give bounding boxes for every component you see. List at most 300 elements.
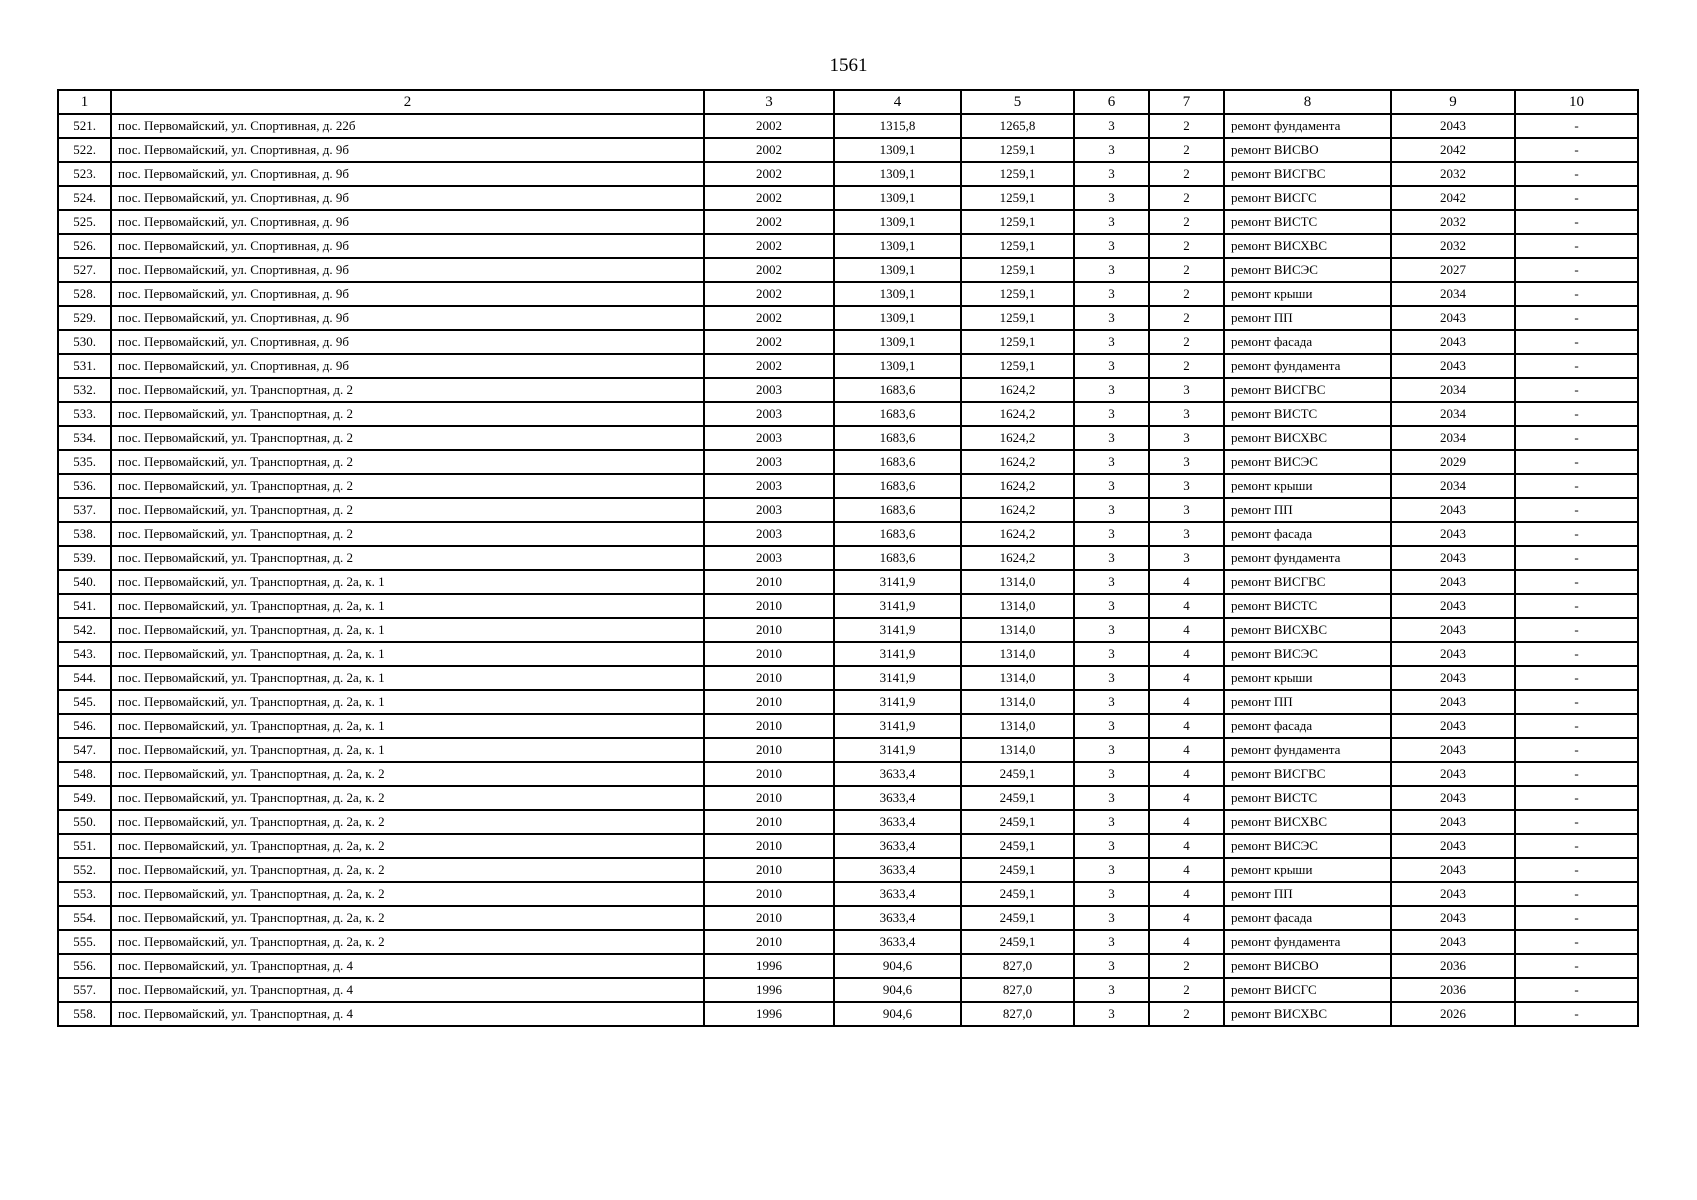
year-built-cell: 2010 — [704, 930, 834, 954]
address-cell: пос. Первомайский, ул. Спортивная, д. 9б — [111, 330, 704, 354]
total-area-cell: 3633,4 — [834, 834, 961, 858]
total-area-cell: 904,6 — [834, 954, 961, 978]
floors-cell: 3 — [1074, 474, 1149, 498]
table-row — [58, 450, 1638, 474]
address-cell: пос. Первомайский, ул. Спортивная, д. 9б — [111, 210, 704, 234]
address-cell: пос. Первомайский, ул. Транспортная, д. 2а, к. 2 — [111, 810, 704, 834]
living-area-cell: 1624,2 — [961, 426, 1074, 450]
work-type-cell: ремонт ВИСТС — [1224, 210, 1391, 234]
table-row — [58, 378, 1638, 402]
planned-year-cell: 2043 — [1391, 906, 1515, 930]
table-row — [58, 882, 1638, 906]
planned-year-cell: 2042 — [1391, 186, 1515, 210]
work-type-cell: ремонт крыши — [1224, 666, 1391, 690]
living-area-cell: 2459,1 — [961, 882, 1074, 906]
living-area-cell: 1314,0 — [961, 594, 1074, 618]
planned-year-cell: 2034 — [1391, 402, 1515, 426]
floors-cell: 3 — [1074, 786, 1149, 810]
table-row — [58, 786, 1638, 810]
row-number-cell: 546. — [58, 714, 111, 738]
work-type-cell: ремонт фундамента — [1224, 930, 1391, 954]
work-type-cell: ремонт ВИСТС — [1224, 594, 1391, 618]
table-row — [58, 1002, 1638, 1026]
table-row — [58, 402, 1638, 426]
floors-cell: 3 — [1074, 138, 1149, 162]
living-area-cell: 1259,1 — [961, 234, 1074, 258]
work-type-cell: ремонт крыши — [1224, 282, 1391, 306]
living-area-cell: 2459,1 — [961, 858, 1074, 882]
year-built-cell: 2002 — [704, 114, 834, 138]
year-built-cell: 2002 — [704, 306, 834, 330]
planned-year-cell: 2034 — [1391, 474, 1515, 498]
planned-year-cell: 2043 — [1391, 858, 1515, 882]
address-cell: пос. Первомайский, ул. Транспортная, д. 2 — [111, 546, 704, 570]
note-cell: - — [1515, 930, 1638, 954]
table-row — [58, 354, 1638, 378]
living-area-cell: 827,0 — [961, 978, 1074, 1002]
total-area-cell: 3141,9 — [834, 642, 961, 666]
address-cell: пос. Первомайский, ул. Транспортная, д. 2а, к. 1 — [111, 594, 704, 618]
page-number: 1561 — [829, 55, 868, 76]
note-cell: - — [1515, 690, 1638, 714]
year-built-cell: 2010 — [704, 786, 834, 810]
row-number-cell: 544. — [58, 666, 111, 690]
total-area-cell: 3633,4 — [834, 810, 961, 834]
total-area-cell: 3141,9 — [834, 714, 961, 738]
address-cell: пос. Первомайский, ул. Транспортная, д. 2а, к. 2 — [111, 786, 704, 810]
note-cell: - — [1515, 642, 1638, 666]
total-area-cell: 1683,6 — [834, 522, 961, 546]
year-built-cell: 2010 — [704, 594, 834, 618]
floors-cell: 3 — [1074, 594, 1149, 618]
row-number-cell: 540. — [58, 570, 111, 594]
entrances-cell: 2 — [1149, 306, 1224, 330]
living-area-cell: 1624,2 — [961, 498, 1074, 522]
row-number-cell: 527. — [58, 258, 111, 282]
table-row — [58, 714, 1638, 738]
floors-cell: 3 — [1074, 978, 1149, 1002]
entrances-cell: 4 — [1149, 786, 1224, 810]
year-built-cell: 2010 — [704, 762, 834, 786]
work-type-cell: ремонт фундамента — [1224, 546, 1391, 570]
table-body — [58, 114, 1638, 1026]
floors-cell: 3 — [1074, 858, 1149, 882]
work-type-cell: ремонт фасада — [1224, 714, 1391, 738]
note-cell: - — [1515, 234, 1638, 258]
total-area-cell: 3141,9 — [834, 738, 961, 762]
table-row — [58, 666, 1638, 690]
work-type-cell: ремонт ВИСГВС — [1224, 378, 1391, 402]
row-number-cell: 542. — [58, 618, 111, 642]
total-area-cell: 1315,8 — [834, 114, 961, 138]
total-area-cell: 1309,1 — [834, 282, 961, 306]
entrances-cell: 4 — [1149, 858, 1224, 882]
note-cell: - — [1515, 834, 1638, 858]
row-number-cell: 537. — [58, 498, 111, 522]
living-area-cell: 2459,1 — [961, 762, 1074, 786]
total-area-cell: 3633,4 — [834, 906, 961, 930]
note-cell: - — [1515, 546, 1638, 570]
table-header — [58, 90, 1638, 114]
floors-cell: 3 — [1074, 306, 1149, 330]
floors-cell: 3 — [1074, 498, 1149, 522]
floors-cell: 3 — [1074, 906, 1149, 930]
planned-year-cell: 2026 — [1391, 1002, 1515, 1026]
floors-cell: 3 — [1074, 114, 1149, 138]
year-built-cell: 2002 — [704, 162, 834, 186]
floors-cell: 3 — [1074, 666, 1149, 690]
row-number-cell: 524. — [58, 186, 111, 210]
total-area-cell: 1309,1 — [834, 186, 961, 210]
row-number-cell: 521. — [58, 114, 111, 138]
floors-cell: 3 — [1074, 954, 1149, 978]
floors-cell: 3 — [1074, 354, 1149, 378]
total-area-cell: 1309,1 — [834, 330, 961, 354]
note-cell: - — [1515, 978, 1638, 1002]
address-cell: пос. Первомайский, ул. Транспортная, д. 2 — [111, 522, 704, 546]
entrances-cell: 4 — [1149, 594, 1224, 618]
note-cell: - — [1515, 138, 1638, 162]
entrances-cell: 4 — [1149, 906, 1224, 930]
living-area-cell: 1624,2 — [961, 546, 1074, 570]
year-built-cell: 2003 — [704, 426, 834, 450]
row-number-cell: 532. — [58, 378, 111, 402]
work-type-cell: ремонт ВИСВО — [1224, 954, 1391, 978]
entrances-cell: 2 — [1149, 186, 1224, 210]
total-area-cell: 3633,4 — [834, 762, 961, 786]
year-built-cell: 2010 — [704, 570, 834, 594]
address-cell: пос. Первомайский, ул. Транспортная, д. 2 — [111, 474, 704, 498]
note-cell: - — [1515, 882, 1638, 906]
year-built-cell: 2002 — [704, 186, 834, 210]
column-header-10: 10 — [1515, 90, 1638, 114]
living-area-cell: 1259,1 — [961, 282, 1074, 306]
planned-year-cell: 2043 — [1391, 642, 1515, 666]
table-row — [58, 162, 1638, 186]
year-built-cell: 2010 — [704, 666, 834, 690]
table-row — [58, 426, 1638, 450]
column-header-1: 1 — [58, 90, 111, 114]
floors-cell: 3 — [1074, 738, 1149, 762]
column-header-6: 6 — [1074, 90, 1149, 114]
total-area-cell: 3633,4 — [834, 858, 961, 882]
planned-year-cell: 2034 — [1391, 282, 1515, 306]
table-row — [58, 690, 1638, 714]
row-number-cell: 523. — [58, 162, 111, 186]
table-row — [58, 234, 1638, 258]
work-type-cell: ремонт ВИСГВС — [1224, 162, 1391, 186]
floors-cell: 3 — [1074, 378, 1149, 402]
living-area-cell: 2459,1 — [961, 810, 1074, 834]
address-cell: пос. Первомайский, ул. Транспортная, д. 2 — [111, 450, 704, 474]
year-built-cell: 2010 — [704, 834, 834, 858]
living-area-cell: 827,0 — [961, 1002, 1074, 1026]
total-area-cell: 1309,1 — [834, 162, 961, 186]
year-built-cell: 2010 — [704, 810, 834, 834]
work-type-cell: ремонт ПП — [1224, 498, 1391, 522]
row-number-cell: 522. — [58, 138, 111, 162]
planned-year-cell: 2043 — [1391, 666, 1515, 690]
work-type-cell: ремонт фасада — [1224, 906, 1391, 930]
total-area-cell: 904,6 — [834, 1002, 961, 1026]
planned-year-cell: 2043 — [1391, 762, 1515, 786]
entrances-cell: 3 — [1149, 450, 1224, 474]
row-number-cell: 550. — [58, 810, 111, 834]
total-area-cell: 3633,4 — [834, 930, 961, 954]
entrances-cell: 4 — [1149, 930, 1224, 954]
row-number-cell: 553. — [58, 882, 111, 906]
note-cell: - — [1515, 906, 1638, 930]
year-built-cell: 2003 — [704, 402, 834, 426]
note-cell: - — [1515, 810, 1638, 834]
note-cell: - — [1515, 858, 1638, 882]
registry-table — [57, 89, 1639, 1027]
entrances-cell: 4 — [1149, 666, 1224, 690]
table-row — [58, 762, 1638, 786]
living-area-cell: 1259,1 — [961, 162, 1074, 186]
floors-cell: 3 — [1074, 834, 1149, 858]
year-built-cell: 2003 — [704, 546, 834, 570]
planned-year-cell: 2032 — [1391, 210, 1515, 234]
address-cell: пос. Первомайский, ул. Транспортная, д. 2а, к. 1 — [111, 714, 704, 738]
work-type-cell: ремонт ПП — [1224, 690, 1391, 714]
table-row — [58, 930, 1638, 954]
table-row — [58, 906, 1638, 930]
work-type-cell: ремонт фундамента — [1224, 354, 1391, 378]
work-type-cell: ремонт ВИСХВС — [1224, 234, 1391, 258]
planned-year-cell: 2043 — [1391, 810, 1515, 834]
entrances-cell: 2 — [1149, 354, 1224, 378]
entrances-cell: 2 — [1149, 954, 1224, 978]
column-header-9: 9 — [1391, 90, 1515, 114]
note-cell: - — [1515, 954, 1638, 978]
floors-cell: 3 — [1074, 162, 1149, 186]
note-cell: - — [1515, 114, 1638, 138]
row-number-cell: 528. — [58, 282, 111, 306]
address-cell: пос. Первомайский, ул. Транспортная, д. 2а, к. 1 — [111, 738, 704, 762]
planned-year-cell: 2032 — [1391, 234, 1515, 258]
note-cell: - — [1515, 354, 1638, 378]
row-number-cell: 545. — [58, 690, 111, 714]
work-type-cell: ремонт ВИСХВС — [1224, 618, 1391, 642]
entrances-cell: 3 — [1149, 402, 1224, 426]
note-cell: - — [1515, 306, 1638, 330]
planned-year-cell: 2043 — [1391, 834, 1515, 858]
table-row — [58, 978, 1638, 1002]
note-cell: - — [1515, 474, 1638, 498]
living-area-cell: 2459,1 — [961, 834, 1074, 858]
total-area-cell: 1683,6 — [834, 474, 961, 498]
total-area-cell: 1683,6 — [834, 426, 961, 450]
note-cell: - — [1515, 210, 1638, 234]
floors-cell: 3 — [1074, 882, 1149, 906]
address-cell: пос. Первомайский, ул. Транспортная, д. 4 — [111, 978, 704, 1002]
work-type-cell: ремонт фасада — [1224, 522, 1391, 546]
planned-year-cell: 2029 — [1391, 450, 1515, 474]
note-cell: - — [1515, 258, 1638, 282]
floors-cell: 3 — [1074, 210, 1149, 234]
entrances-cell: 2 — [1149, 330, 1224, 354]
table-row — [58, 474, 1638, 498]
row-number-cell: 533. — [58, 402, 111, 426]
work-type-cell: ремонт ПП — [1224, 882, 1391, 906]
table-row — [58, 642, 1638, 666]
table-row — [58, 594, 1638, 618]
work-type-cell: ремонт ВИСГС — [1224, 186, 1391, 210]
year-built-cell: 2010 — [704, 642, 834, 666]
entrances-cell: 3 — [1149, 522, 1224, 546]
floors-cell: 3 — [1074, 330, 1149, 354]
year-built-cell: 2010 — [704, 690, 834, 714]
living-area-cell: 1314,0 — [961, 618, 1074, 642]
floors-cell: 3 — [1074, 234, 1149, 258]
note-cell: - — [1515, 330, 1638, 354]
row-number-cell: 525. — [58, 210, 111, 234]
living-area-cell: 1259,1 — [961, 306, 1074, 330]
entrances-cell: 3 — [1149, 546, 1224, 570]
year-built-cell: 2003 — [704, 450, 834, 474]
address-cell: пос. Первомайский, ул. Транспортная, д. 2а, к. 2 — [111, 834, 704, 858]
row-number-cell: 548. — [58, 762, 111, 786]
floors-cell: 3 — [1074, 570, 1149, 594]
table-row — [58, 306, 1638, 330]
entrances-cell: 2 — [1149, 162, 1224, 186]
row-number-cell: 558. — [58, 1002, 111, 1026]
planned-year-cell: 2043 — [1391, 930, 1515, 954]
row-number-cell: 530. — [58, 330, 111, 354]
planned-year-cell: 2043 — [1391, 714, 1515, 738]
living-area-cell: 2459,1 — [961, 906, 1074, 930]
entrances-cell: 2 — [1149, 234, 1224, 258]
living-area-cell: 1314,0 — [961, 666, 1074, 690]
address-cell: пос. Первомайский, ул. Спортивная, д. 9б — [111, 162, 704, 186]
entrances-cell: 3 — [1149, 378, 1224, 402]
planned-year-cell: 2043 — [1391, 786, 1515, 810]
total-area-cell: 3141,9 — [834, 594, 961, 618]
planned-year-cell: 2043 — [1391, 522, 1515, 546]
column-header-3: 3 — [704, 90, 834, 114]
year-built-cell: 2002 — [704, 282, 834, 306]
work-type-cell: ремонт ВИСГВС — [1224, 762, 1391, 786]
planned-year-cell: 2036 — [1391, 954, 1515, 978]
total-area-cell: 904,6 — [834, 978, 961, 1002]
entrances-cell: 4 — [1149, 738, 1224, 762]
floors-cell: 3 — [1074, 1002, 1149, 1026]
floors-cell: 3 — [1074, 642, 1149, 666]
entrances-cell: 2 — [1149, 282, 1224, 306]
row-number-cell: 531. — [58, 354, 111, 378]
address-cell: пос. Первомайский, ул. Транспортная, д. 2а, к. 2 — [111, 906, 704, 930]
living-area-cell: 1259,1 — [961, 354, 1074, 378]
address-cell: пос. Первомайский, ул. Транспортная, д. 2 — [111, 378, 704, 402]
address-cell: пос. Первомайский, ул. Транспортная, д. 2 — [111, 402, 704, 426]
column-header-7: 7 — [1149, 90, 1224, 114]
work-type-cell: ремонт фундамента — [1224, 114, 1391, 138]
note-cell: - — [1515, 1002, 1638, 1026]
address-cell: пос. Первомайский, ул. Спортивная, д. 9б — [111, 258, 704, 282]
floors-cell: 3 — [1074, 690, 1149, 714]
entrances-cell: 4 — [1149, 810, 1224, 834]
address-cell: пос. Первомайский, ул. Спортивная, д. 9б — [111, 234, 704, 258]
planned-year-cell: 2034 — [1391, 426, 1515, 450]
entrances-cell: 4 — [1149, 762, 1224, 786]
row-number-cell: 541. — [58, 594, 111, 618]
planned-year-cell: 2043 — [1391, 570, 1515, 594]
table-row — [58, 546, 1638, 570]
planned-year-cell: 2036 — [1391, 978, 1515, 1002]
entrances-cell: 3 — [1149, 426, 1224, 450]
row-number-cell: 556. — [58, 954, 111, 978]
note-cell: - — [1515, 738, 1638, 762]
row-number-cell: 535. — [58, 450, 111, 474]
row-number-cell: 552. — [58, 858, 111, 882]
living-area-cell: 1314,0 — [961, 690, 1074, 714]
total-area-cell: 1683,6 — [834, 402, 961, 426]
work-type-cell: ремонт ВИСХВС — [1224, 810, 1391, 834]
planned-year-cell: 2043 — [1391, 354, 1515, 378]
entrances-cell: 2 — [1149, 258, 1224, 282]
living-area-cell: 1624,2 — [961, 402, 1074, 426]
row-number-cell: 529. — [58, 306, 111, 330]
floors-cell: 3 — [1074, 258, 1149, 282]
note-cell: - — [1515, 426, 1638, 450]
table-row — [58, 570, 1638, 594]
work-type-cell: ремонт ВИСЭС — [1224, 450, 1391, 474]
address-cell: пос. Первомайский, ул. Спортивная, д. 9б — [111, 186, 704, 210]
table-row — [58, 858, 1638, 882]
floors-cell: 3 — [1074, 426, 1149, 450]
year-built-cell: 2010 — [704, 882, 834, 906]
living-area-cell: 1259,1 — [961, 210, 1074, 234]
note-cell: - — [1515, 714, 1638, 738]
total-area-cell: 3141,9 — [834, 618, 961, 642]
year-built-cell: 2002 — [704, 354, 834, 378]
floors-cell: 3 — [1074, 402, 1149, 426]
total-area-cell: 1309,1 — [834, 234, 961, 258]
address-cell: пос. Первомайский, ул. Транспортная, д. 2а, к. 1 — [111, 666, 704, 690]
year-built-cell: 1996 — [704, 978, 834, 1002]
note-cell: - — [1515, 498, 1638, 522]
year-built-cell: 1996 — [704, 954, 834, 978]
total-area-cell: 3141,9 — [834, 690, 961, 714]
entrances-cell: 2 — [1149, 978, 1224, 1002]
year-built-cell: 2002 — [704, 138, 834, 162]
living-area-cell: 2459,1 — [961, 786, 1074, 810]
note-cell: - — [1515, 162, 1638, 186]
year-built-cell: 2003 — [704, 498, 834, 522]
total-area-cell: 1683,6 — [834, 450, 961, 474]
row-number-cell: 543. — [58, 642, 111, 666]
table-row — [58, 522, 1638, 546]
living-area-cell: 1624,2 — [961, 522, 1074, 546]
planned-year-cell: 2043 — [1391, 330, 1515, 354]
column-header-5: 5 — [961, 90, 1074, 114]
planned-year-cell: 2043 — [1391, 546, 1515, 570]
note-cell: - — [1515, 594, 1638, 618]
entrances-cell: 4 — [1149, 834, 1224, 858]
entrances-cell: 2 — [1149, 114, 1224, 138]
floors-cell: 3 — [1074, 618, 1149, 642]
floors-cell: 3 — [1074, 546, 1149, 570]
floors-cell: 3 — [1074, 450, 1149, 474]
work-type-cell: ремонт фундамента — [1224, 738, 1391, 762]
entrances-cell: 2 — [1149, 1002, 1224, 1026]
total-area-cell: 1683,6 — [834, 378, 961, 402]
entrances-cell: 4 — [1149, 642, 1224, 666]
row-number-cell: 554. — [58, 906, 111, 930]
planned-year-cell: 2043 — [1391, 594, 1515, 618]
floors-cell: 3 — [1074, 522, 1149, 546]
